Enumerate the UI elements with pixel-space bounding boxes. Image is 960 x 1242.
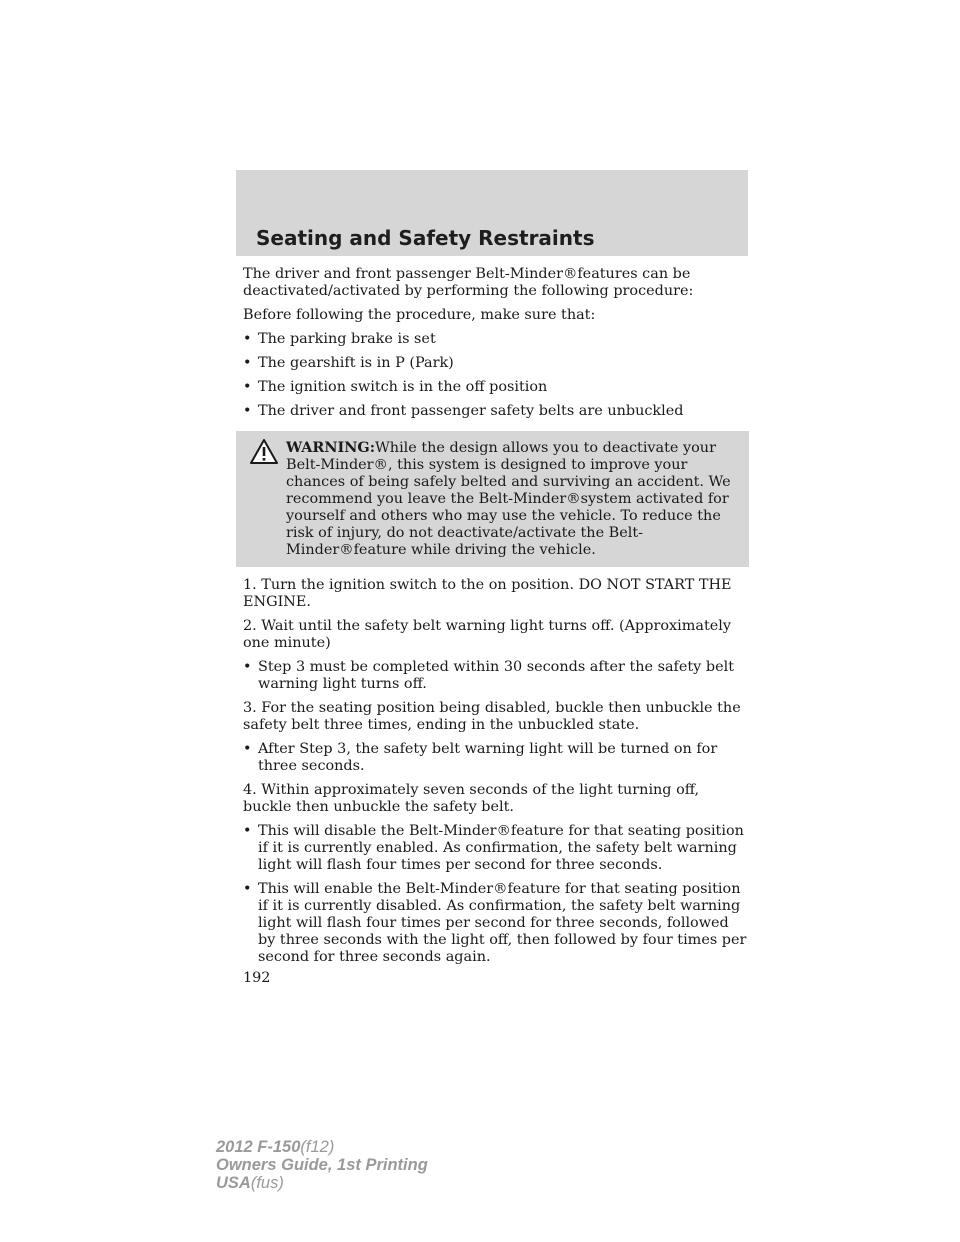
bullet-icon: • [243, 403, 252, 419]
intro-paragraph: The driver and front passenger Belt-Minder®features can be deactivated/activated by performing the following procedure: [243, 266, 694, 299]
bullet-icon: • [243, 741, 252, 757]
list-item: • The parking brake is set [243, 331, 436, 347]
print-footer [216, 1138, 428, 1192]
bullet-icon: • [243, 331, 252, 347]
warning-body: While the design allows you to deactivate your Belt-Minder®, this system is designed to improve your chances of being safely belted and surviving an accident. We recommend you leave the Belt-Minder®system activated for yourself and others who may use the vehicle. To reduce the risk of injury, do not deactivate/activate the Belt-Minder®feature while driving the vehicle. [286, 440, 731, 558]
list-item: • This will enable the Belt-Minder®feature for that seating position if it is currently disabled. As confirmation, the safety belt warning light will flash four times per second for three seconds, followed by three seconds with the light off, then followed by four times per second for three seconds again. [243, 881, 747, 965]
bullet-icon: • [243, 823, 252, 839]
step-3: 3. For the seating position being disabled, buckle then unbuckle the safety belt three times, ending in the unbuckled state. [243, 700, 741, 733]
bullet-icon: • [243, 659, 252, 675]
list-item: • The ignition switch is in the off position [243, 379, 548, 395]
step-2: 2. Wait until the safety belt warning light turns off. (Approximately one minute) [243, 618, 731, 651]
footer-line-2: Owners Guide, 1st Printing [216, 1156, 428, 1174]
list-item: • This will disable the Belt-Minder®feature for that seating position if it is currently enabled. As confirmation, the safety belt warning light will flash four times per second for three seconds. [243, 823, 744, 873]
section-header [236, 170, 748, 256]
bullet-icon: • [243, 355, 252, 371]
page-number: 192 [243, 970, 271, 986]
footer-line-3: USA(fus) [216, 1174, 284, 1192]
warning-text [243, 439, 742, 559]
footer-line-1: 2012 F-150(f12) [216, 1138, 335, 1156]
before-paragraph: Before following the procedure, make sure that: [243, 307, 596, 323]
warning-box [236, 431, 749, 567]
list-item: • The gearshift is in P (Park) [243, 355, 454, 371]
warning-triangle-icon [249, 438, 279, 465]
step-1: 1. Turn the ignition switch to the on position. DO NOT START THE ENGINE. [243, 577, 732, 610]
bullet-icon: • [243, 379, 252, 395]
section-title: Seating and Safety Restraints [256, 226, 595, 250]
page-content [243, 266, 749, 973]
bullet-icon: • [243, 881, 252, 897]
list-item: • After Step 3, the safety belt warning light will be turned on for three seconds. [243, 741, 718, 774]
list-item: • The driver and front passenger safety belts are unbuckled [243, 403, 684, 419]
step-4: 4. Within approximately seven seconds of the light turning off, buckle then unbuckle the safety belt. [243, 782, 700, 815]
warning-label: WARNING: [286, 439, 376, 456]
list-item: • Step 3 must be completed within 30 seconds after the safety belt warning light turns off. [243, 659, 734, 692]
